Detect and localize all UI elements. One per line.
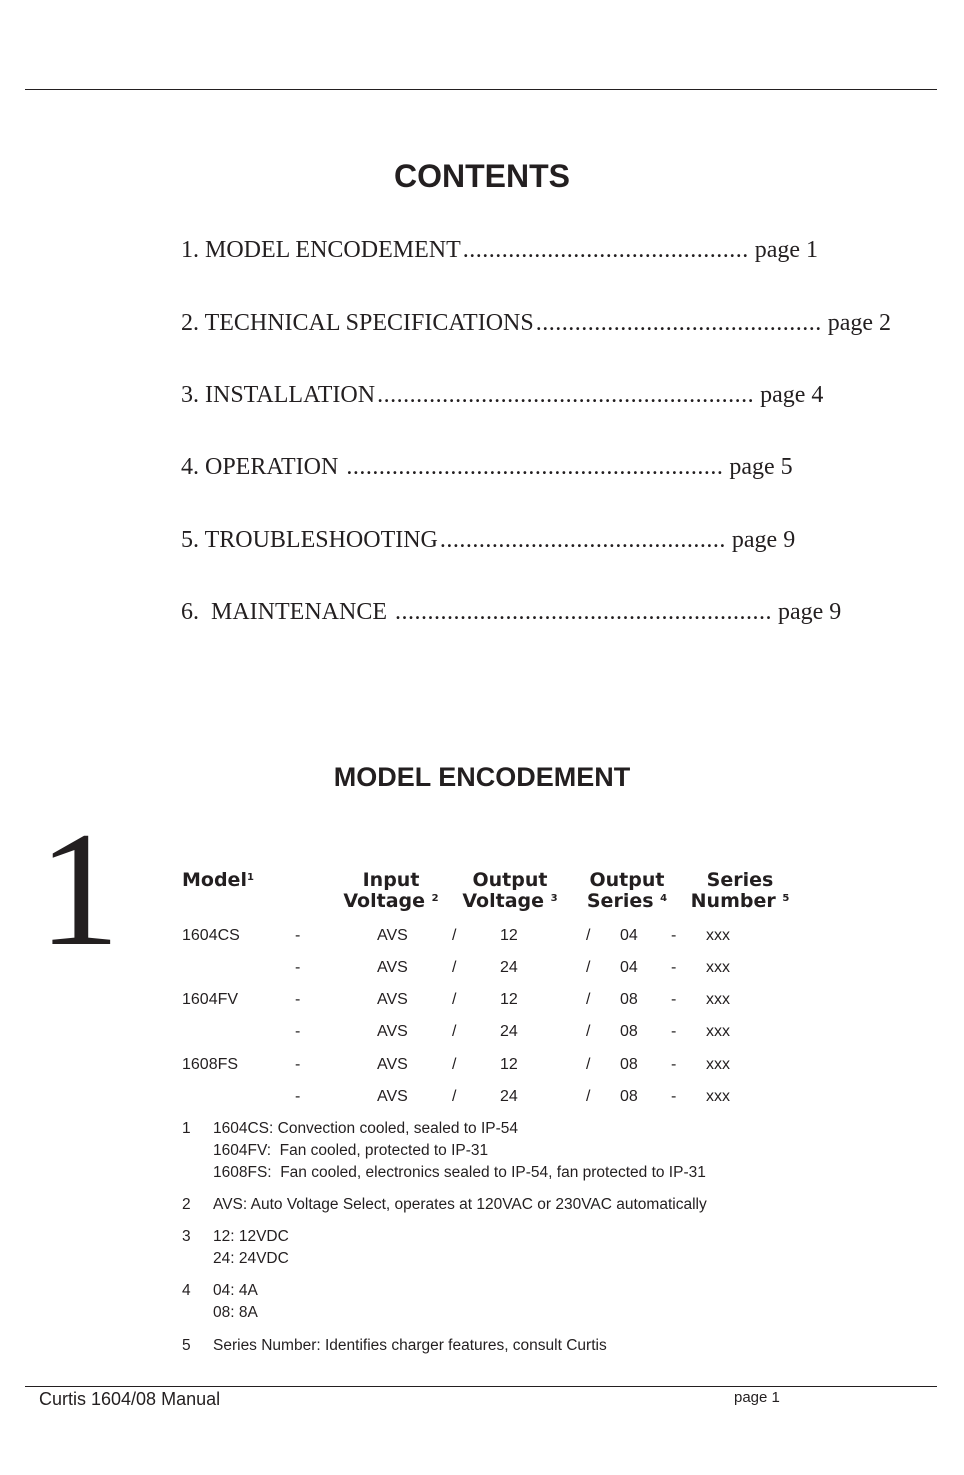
cell-output-voltage: 12 [500, 927, 518, 944]
footnote-line: AVS: Auto Voltage Select, operates at 120VAC or 230VAC automatically [213, 1196, 707, 1213]
toc-entry-title: 5. TROUBLESHOOTING [181, 527, 438, 553]
column-header-line: Voltage [343, 890, 426, 912]
table-row [0, 957, 954, 979]
cell-output-voltage: 24 [500, 1088, 518, 1105]
cell-separator: - [295, 1088, 301, 1105]
cell-separator: - [671, 991, 677, 1008]
cell-series-number: xxx [706, 959, 730, 976]
column-header-model [182, 870, 254, 891]
cell-output-voltage: 24 [500, 1023, 518, 1040]
toc-entry-page: page 1 [754, 237, 819, 263]
table-row [0, 925, 954, 947]
column-header-input-voltage [336, 870, 446, 912]
toc-entry-maintenance[interactable] [181, 597, 842, 627]
section-title: MODEL ENCODEMENT [333, 762, 631, 792]
toc-entry-page: page 9 [731, 527, 796, 553]
cell-separator: - [295, 1056, 301, 1073]
toc-entry-operation[interactable] [181, 452, 793, 482]
footnote-line: 08: 8A [213, 1304, 258, 1321]
footnote-line: 24: 24VDC [213, 1250, 289, 1267]
footnote-ref: 2 [431, 893, 439, 904]
column-header-line: Voltage [462, 890, 545, 912]
cell-output-series: 04 [620, 927, 638, 944]
cell-separator: - [671, 1088, 677, 1105]
toc-entry-leader: .......................................................... [346, 454, 724, 480]
toc-entry-title: 4. OPERATION [181, 454, 345, 480]
footnote-ref: 1 [246, 872, 254, 883]
cell-output-series: 08 [620, 991, 638, 1008]
cell-separator: / [586, 991, 591, 1008]
cell-series-number: xxx [706, 927, 730, 944]
cell-separator: / [452, 1023, 457, 1040]
cell-output-series: 08 [620, 1023, 638, 1040]
cell-output-series: 08 [620, 1056, 638, 1073]
toc-entry-page: page 2 [827, 310, 892, 336]
toc-entry-troubleshooting[interactable] [181, 525, 796, 555]
cell-separator: - [295, 927, 301, 944]
footnote-ref: 4 [660, 893, 668, 904]
column-header-line: Series [706, 869, 774, 891]
cell-separator: - [671, 1023, 677, 1040]
cell-output-voltage: 12 [500, 991, 518, 1008]
footnote-line: Series Number: Identifies charger features, consult Curtis [213, 1337, 607, 1354]
toc-entry-leader: ............................................ [535, 310, 822, 336]
footnote-number: 2 [182, 1196, 191, 1213]
contents-title: CONTENTS [394, 158, 570, 194]
cell-model: 1604FV [182, 991, 239, 1008]
toc-entry-leader: .......................................................... [394, 599, 772, 625]
cell-input-voltage: AVS [377, 927, 408, 944]
footer-page-number: page 1 [734, 1389, 780, 1406]
cell-input-voltage: AVS [377, 991, 408, 1008]
cell-separator: / [586, 1023, 591, 1040]
toc-entry-model-encodement[interactable] [181, 235, 819, 265]
footnote-line: 1608FS: Fan cooled, electronics sealed to IP-54, fan protected to IP-31 [213, 1164, 706, 1181]
footnote-number: 3 [182, 1228, 191, 1245]
footnote-ref: 5 [782, 893, 790, 904]
top-rule [25, 89, 937, 90]
section-number: 1 [38, 799, 120, 980]
cell-output-voltage: 12 [500, 1056, 518, 1073]
cell-output-series: 08 [620, 1088, 638, 1105]
cell-separator: - [295, 1023, 301, 1040]
cell-separator: - [671, 959, 677, 976]
toc-entry-leader: ............................................ [439, 527, 726, 553]
cell-separator: - [295, 959, 301, 976]
toc-entry-technical-specifications[interactable] [181, 308, 892, 338]
footnote-number: 4 [182, 1282, 191, 1299]
column-header-text: Model [182, 869, 247, 891]
footnote-ref: 3 [550, 893, 558, 904]
cell-series-number: xxx [706, 1023, 730, 1040]
toc-entry-leader: ............................................ [462, 237, 749, 263]
cell-separator: / [586, 927, 591, 944]
cell-separator: - [671, 927, 677, 944]
column-header-line: Input [362, 869, 420, 891]
footnote-number: 1 [182, 1120, 191, 1137]
cell-series-number: xxx [706, 1088, 730, 1105]
cell-separator: / [452, 991, 457, 1008]
footnote-line: 1604FV: Fan cooled, protected to IP-31 [213, 1142, 489, 1159]
toc-entry-title: 3. INSTALLATION [181, 382, 376, 408]
cell-input-voltage: AVS [377, 1088, 408, 1105]
table-row [0, 1021, 954, 1043]
toc-entry-page: page 9 [777, 599, 842, 625]
cell-model: 1604CS [182, 927, 240, 944]
cell-input-voltage: AVS [377, 959, 408, 976]
cell-series-number: xxx [706, 1056, 730, 1073]
column-header-output-voltage [455, 870, 565, 912]
column-header-line: Series [586, 890, 654, 912]
table-row [0, 1054, 954, 1076]
cell-separator: - [671, 1056, 677, 1073]
toc-entry-title: 2. TECHNICAL SPECIFICATIONS [181, 310, 534, 336]
toc-entry-page: page 4 [760, 382, 824, 408]
cell-output-voltage: 24 [500, 959, 518, 976]
toc-entry-title: 1. MODEL ENCODEMENT [181, 237, 461, 263]
footnote-line: 1604CS: Convection cooled, sealed to IP-54 [213, 1120, 519, 1137]
table-row [0, 1086, 954, 1108]
cell-separator: - [295, 991, 301, 1008]
column-header-output-series [580, 870, 674, 912]
cell-separator: / [452, 1056, 457, 1073]
footnote-number: 5 [182, 1337, 191, 1354]
table-row [0, 989, 954, 1011]
cell-separator: / [586, 959, 591, 976]
cell-separator: / [586, 1088, 591, 1105]
toc-entry-leader: .......................................................... [377, 382, 755, 408]
column-header-series-number [685, 870, 795, 912]
cell-separator: / [586, 1056, 591, 1073]
cell-model: 1608FS [182, 1056, 239, 1073]
column-header-line: Output [589, 869, 665, 891]
cell-series-number: xxx [706, 991, 730, 1008]
footnote-line: 04: 4A [213, 1282, 258, 1299]
toc-entry-page: page 5 [729, 454, 793, 480]
cell-input-voltage: AVS [377, 1056, 408, 1073]
cell-input-voltage: AVS [377, 1023, 408, 1040]
cell-separator: / [452, 927, 457, 944]
toc-entry-installation[interactable] [181, 380, 824, 410]
column-header-line: Number [690, 890, 776, 912]
column-header-line: Output [472, 869, 548, 891]
footer-manual-title: Curtis 1604/08 Manual [39, 1389, 221, 1409]
bottom-rule [25, 1386, 937, 1387]
cell-separator: / [452, 959, 457, 976]
footnote-line: 12: 12VDC [213, 1228, 289, 1245]
cell-separator: / [452, 1088, 457, 1105]
toc-entry-title: 6. MAINTENANCE [181, 599, 393, 625]
cell-output-series: 04 [620, 959, 638, 976]
